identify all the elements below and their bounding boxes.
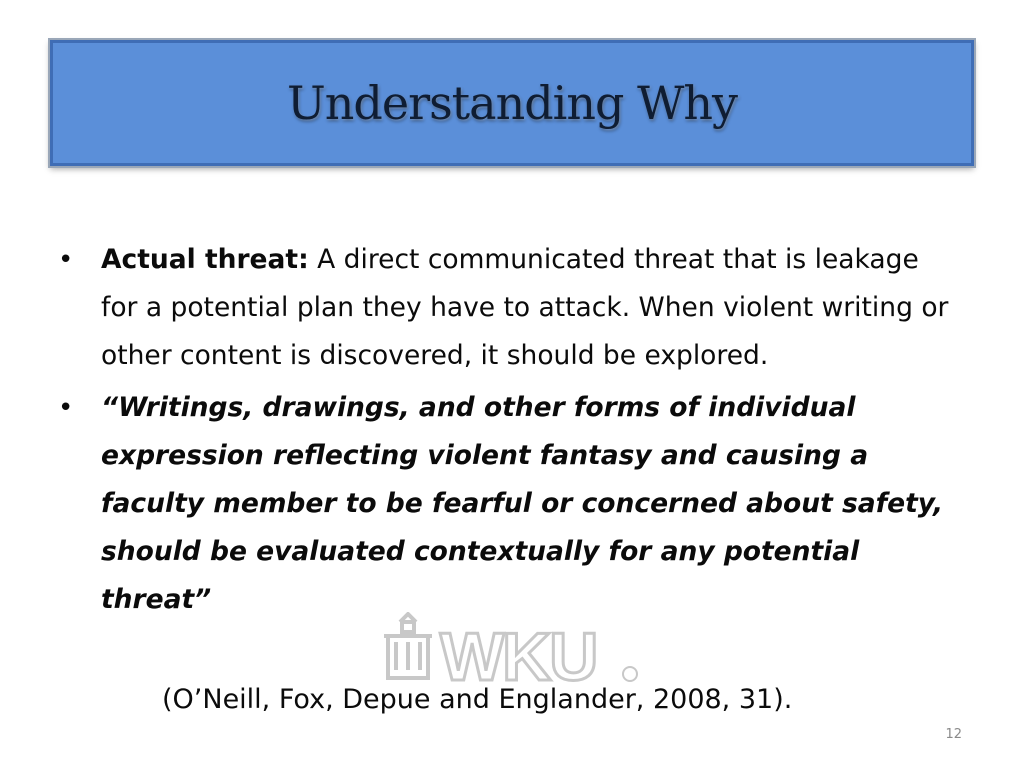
citation: (O’Neill, Fox, Depue and Englander, 2008, 31). — [162, 684, 793, 715]
bullet-actual-threat — [58, 236, 958, 380]
slide-number: 12 — [945, 727, 962, 742]
slide-title: Understanding Why — [287, 76, 737, 130]
bullet-dot-icon: • — [58, 393, 74, 423]
registered-mark-icon — [623, 667, 637, 681]
bullet-quote-text: “Writings, drawings, and other forms of individual expression reflecting violent fantasy and causing a faculty member to be fearful or concerned about safety, should be evaluated contextually for any potential threat” — [101, 392, 944, 615]
bullet-quote — [58, 384, 958, 624]
bullet-label: Actual threat: — [101, 244, 309, 275]
bullet-text: A direct communicated threat that is leakage for a potential plan they have to attack. When violent writing or other content is discovered, it should be explored. — [101, 244, 949, 371]
wku-logo-text: WKU — [440, 619, 597, 690]
slide-title-banner — [50, 40, 974, 166]
slide-body — [58, 236, 958, 628]
bullet-dot-icon: • — [58, 245, 74, 275]
